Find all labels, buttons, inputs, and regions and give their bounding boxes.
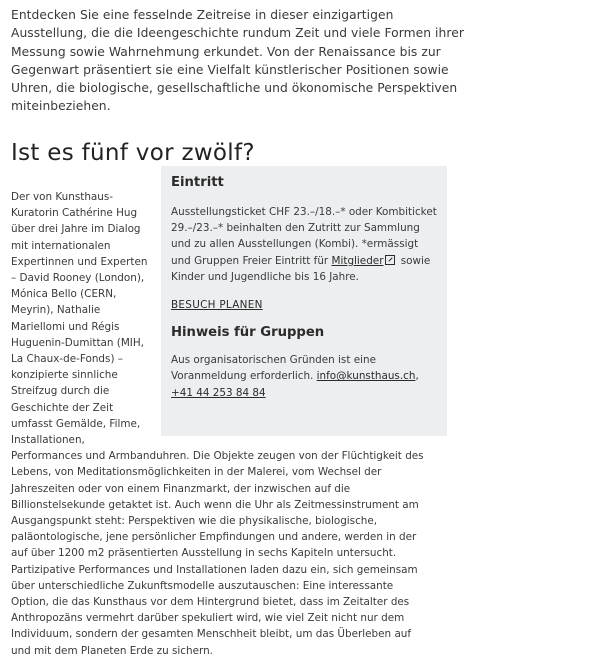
admission-title: Eintritt <box>171 175 224 190</box>
groups-text <box>171 352 437 401</box>
admission-text-after: sowie Kinder und Jugendliche bis 16 Jahre. <box>171 254 431 283</box>
intro-paragraph: Entdecken Sie eine fesselnde Zeitreise in dieser einzigartigen Ausstellung, die die Ideengeschichte rundum Zeit und viele Formen ihrer Messung sowie Wahrnehmung erkundet. Von der Renaissance bis zur Gegenwart präsentiert sie eine Vielfalt künstlerischer Positionen sowie Uhren, die biologische, gesellschaftliche und ökonomische Perspektiven miteinbeziehen. <box>11 8 464 114</box>
section-title: Ist es fünf vor zwölf? <box>11 140 255 166</box>
groups-title: Hinweis für Gruppen <box>171 325 325 341</box>
email-link[interactable]: info@kunsthaus.ch <box>316 370 416 383</box>
groups-text-body: Aus organisatorischen Gründen ist eine Voranmeldung erforderlich. <box>171 354 376 383</box>
admission-text-before: Ausstellungsticket CHF 23.–/18.–* oder Kombiticket 29.–/23.–* beinhalten den Zutritt zur Sammlung und zu allen Ausstellungen (Kombi). *ermässigt und Gruppen Freier Eintritt für <box>171 206 437 267</box>
admission-text <box>171 204 437 285</box>
members-link[interactable]: Mitglieder <box>331 254 384 267</box>
article-body-text: Der von Kunsthaus-Kuratorin Cathérine Hug über drei Jahre im Dialog mit internationalen Expertinnen und Experten – David Rooney (London), Mónica Bello (CERN, Meyrin), Nathalie Mariellomi und Régis Huguenin-Dumittan (MIH, La Chaux-de-Fonds) – konzipierte sinnliche Streifzug durch die Geschichte der Zeit umfasst Gemälde, Filme, Installationen, Performances und Armbanduhren. Die Objekte zeugen von der Flüchtigkeit des Lebens, von Meditationsmöglichkeiten in der Malerei, vom Wechsel der Jahreszeiten oder von einem Finanzmarkt, der inzwischen auf die Billionstelsekunde getaktet ist. Auch wenn die Uhr als Zeitmessinstrument am Ausgangspunkt steht: Perspektiven wie die physikalische, biologische, paläontologische, jene persönlicher Empfindungen und andere, werden in der auf über 1200 m2 präsentierten Ausstellung in sechs Kapiteln untersucht. Partizipative Performances und Installationen laden dazu ein, sich gemeinsam über unterschiedliche Zukunftsmodelle auszutauschen: Eine interessante Option, die das Kunsthaus vor dem Hintergrund bietet, dass im Zeitalter des Anthropozäns vermehrt darüber spekuliert wird, wie viel Zeit nicht nur dem Individuum, sondern der gesamten Menschheit bleibt, um das Überleben auf und mit dem Planeten Erde zu sichern. <box>11 191 424 657</box>
article-body <box>11 166 437 659</box>
plan-visit-link[interactable]: BESUCH PLANEN <box>171 299 263 312</box>
groups-separator: , <box>415 370 419 383</box>
info-box <box>161 166 447 436</box>
external-link-icon <box>385 255 395 265</box>
phone-link[interactable]: +41 44 253 84 84 <box>171 386 266 399</box>
